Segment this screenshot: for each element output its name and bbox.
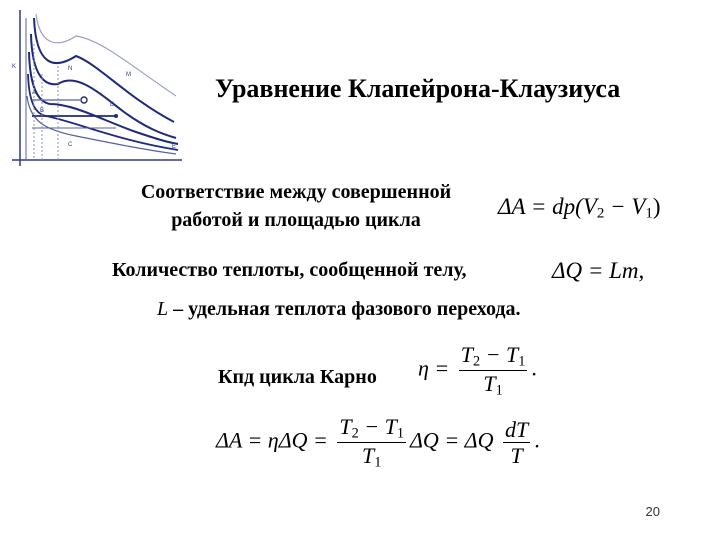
diagram-label-b: B <box>40 108 45 114</box>
eta-num-sub1: 1 <box>518 353 526 370</box>
diagram-label-n: N <box>68 66 73 72</box>
work-area-text <box>110 178 482 234</box>
final-denominator-2: T <box>510 443 523 468</box>
work-formula-sub2: 2 <box>596 205 605 222</box>
eta-numerator <box>459 342 528 371</box>
heat-text: Количество теплоты, сообщенной телу, <box>112 259 467 281</box>
eta-denominator <box>459 371 528 399</box>
final-mid: ΔQ = ΔQ <box>410 427 494 453</box>
work-formula-mid: − V <box>604 194 646 219</box>
pv-diagram <box>6 4 186 174</box>
eta-num-t2: T <box>460 342 474 367</box>
carnot-text: Кпд цикла Карно <box>218 366 377 388</box>
diagram-label-d: D <box>110 102 115 108</box>
final-numerator-2: dT <box>504 416 529 442</box>
final-period: . <box>534 427 540 453</box>
eta-num-sub2: 2 <box>473 353 481 370</box>
work-formula <box>498 194 661 223</box>
final-num-sub2: 2 <box>351 425 359 442</box>
eta-lhs: η = <box>418 355 450 381</box>
work-formula-lhs: ΔA = dp(V <box>498 194 597 219</box>
final-denominator-1 <box>337 443 406 471</box>
final-fraction-2 <box>503 417 530 469</box>
diagram-label-m: M <box>126 72 131 78</box>
eta-period: . <box>531 355 537 381</box>
work-formula-end: ) <box>652 194 661 219</box>
final-numerator-1 <box>337 414 406 443</box>
final-fraction-1 <box>337 414 406 471</box>
eta-fraction <box>459 342 528 399</box>
isotherm-curve <box>34 18 174 122</box>
carnot-formula <box>418 342 537 399</box>
page-number: 20 <box>645 504 660 519</box>
final-den-t: T <box>361 443 375 468</box>
diagram-label-e: E <box>172 144 177 150</box>
final-formula <box>216 414 540 471</box>
diagram-label-k: K <box>12 64 17 70</box>
point-marker <box>114 114 118 118</box>
work-area-text-line2: работой и площадью цикла <box>171 209 421 231</box>
heat-formula: ΔQ = Lm, <box>552 258 645 283</box>
eta-num-mid: − T <box>480 342 519 367</box>
final-num-mid: − T <box>358 414 397 439</box>
final-num-sub1: 1 <box>396 425 405 442</box>
latent-heat-description: – удельная теплота фазового перехода. <box>168 298 521 320</box>
diagram-label-c: C <box>68 142 73 148</box>
final-den-sub1: 1 <box>374 454 382 471</box>
final-num-t2: T <box>339 414 352 439</box>
latent-heat-symbol: L <box>157 298 169 320</box>
eta-den-t: T <box>483 371 496 396</box>
isotherm-curve <box>31 34 176 138</box>
work-formula-sub1: 1 <box>645 205 653 222</box>
diagram-label-a: A <box>32 90 37 96</box>
final-lhs: ΔA = ηΔQ = <box>216 427 328 453</box>
slide-title: Уравнение Клапейрона-Клаузиуса <box>215 74 621 103</box>
point-marker <box>81 97 87 103</box>
eta-den-sub1: 1 <box>495 382 503 399</box>
work-area-text-line1: Соответствие между совершенной <box>140 181 452 203</box>
latent-heat-text <box>157 298 521 321</box>
